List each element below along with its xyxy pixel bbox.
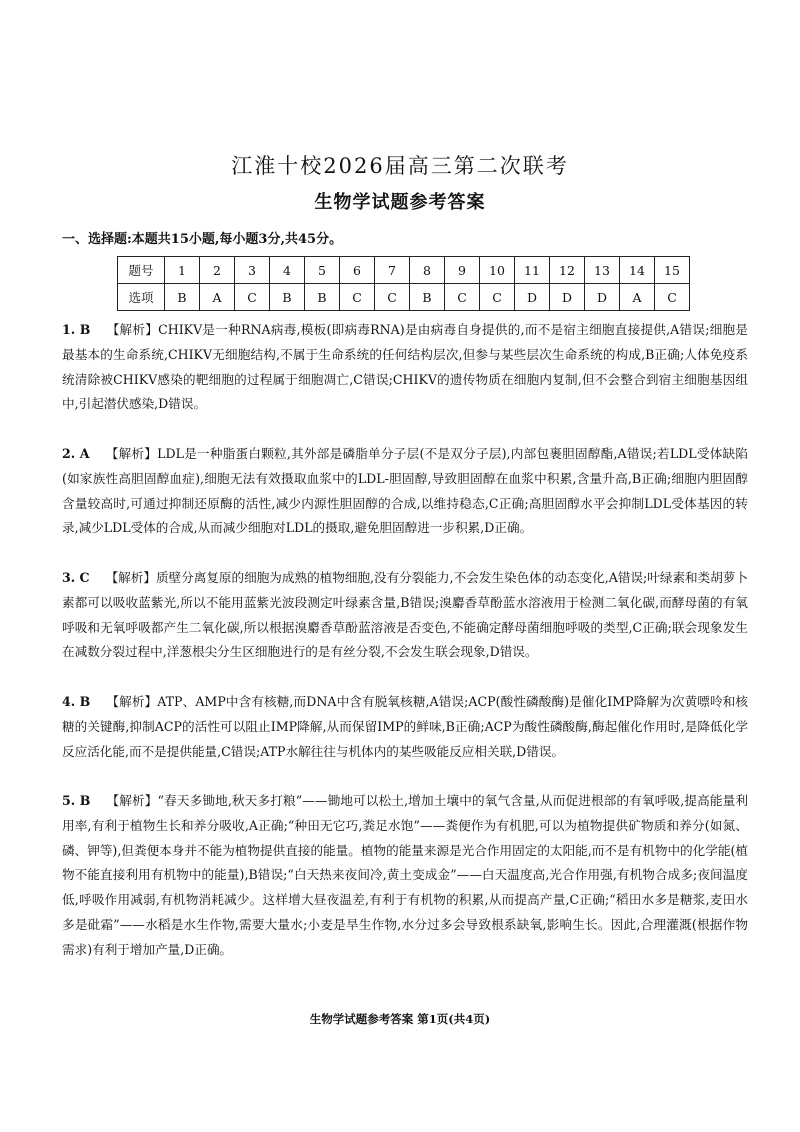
question-number-cell: 2 [200, 257, 235, 284]
answer-table [117, 256, 690, 311]
page-title: 江淮十校2026届高三第二次联考 [231, 154, 569, 178]
answer-cell: B [305, 284, 340, 311]
answer-cell: A [200, 284, 235, 311]
question-label: 4. B [62, 694, 91, 709]
answer-cell: A [620, 284, 655, 311]
question-2 [62, 442, 748, 541]
question-label: 5. B [62, 793, 91, 808]
question-5 [62, 789, 748, 963]
question-text: 【解析】ATP、AMP中含有核糖,而DNA中含有脱氧核糖,A错误;ACP(酸性磷酸酶)是催化IMP降解为次黄嘌呤和核糖的关键酶,抑制ACP的活性可以阻止IMP降解,从而保留IMP的鲜味,B正确;ACP为酸性磷酸酶,酶起催化作用时,是降低化学反应活化能,而不是提供能量,C错误;ATP水解往往与机体内的某些吸能反应相关联,D错误。 [62, 694, 748, 759]
answer-table-number-row [118, 257, 690, 284]
question-label: 2. A [62, 446, 90, 461]
answer-cell: D [585, 284, 620, 311]
question-text: 【解析】质壁分离复原的细胞为成熟的植物细胞,没有分裂能力,不会发生染色体的动态变化,A错误;叶绿素和类胡萝卜素都可以吸收蓝紫光,所以不能用蓝紫光波段测定叶绿素含量,B错误;溴麝香草酚蓝水溶液用于检测二氧化碳,而酵母菌的有氧呼吸和无氧呼吸都产生二氧化碳,所以根据溴麝香草酚蓝溶液是否变色,不能确定酵母菌细胞呼吸的类型,C正确;联会现象发生在减数分裂过程中,洋葱根尖分生区细胞进行的是有丝分裂,不会发生联会现象,D错误。 [62, 570, 749, 660]
answer-cell: C [655, 284, 690, 311]
answer-cell: B [270, 284, 305, 311]
question-number-cell: 4 [270, 257, 305, 284]
row-label-number: 题号 [118, 257, 165, 284]
question-number-cell: 5 [305, 257, 340, 284]
page-footer: 生物学试题参考答案 第1页(共4页) [309, 1012, 491, 1026]
question-number-cell: 3 [235, 257, 270, 284]
answer-cell: C [340, 284, 375, 311]
question-label: 1. B [62, 322, 91, 337]
question-4 [62, 690, 748, 764]
answer-cell: B [410, 284, 445, 311]
question-label: 3. C [62, 570, 90, 585]
question-text: 【解析】LDL是一种脂蛋白颗粒,其外部是磷脂单分子层(不是双分子层),内部包裹胆固醇酯,A错误;若LDL受体缺陷(如家族性高胆固醇血症),细胞无法有效摄取血浆中的LDL-胆固醇,导致胆固醇在血浆中积累,含量升高,B正确;细胞内胆固醇含量较高时,可通过抑制还原酶的活性,减少内源性胆固醇的合成,以维持稳态,C正确;高胆固醇水平会抑制LDL受体基因的转录,减少LDL受体的合成,从而减少细胞对LDL的摄取,避免胆固醇进一步积累,D正确。 [62, 446, 748, 536]
question-number-cell: 11 [515, 257, 550, 284]
answer-cell: C [235, 284, 270, 311]
question-number-cell: 14 [620, 257, 655, 284]
row-label-answer: 选项 [118, 284, 165, 311]
answer-cell: D [550, 284, 585, 311]
question-number-cell: 15 [655, 257, 690, 284]
question-number-cell: 10 [480, 257, 515, 284]
answer-cell: C [480, 284, 515, 311]
question-3 [62, 566, 748, 665]
question-text: 【解析】CHIKV是一种RNA病毒,模板(即病毒RNA)是由病毒自身提供的,而不是宿主细胞直接提供,A错误;细胞是最基本的生命系统,CHIKV无细胞结构,不属于生命系统的任何结构层次,但参与某些层次生命系统的构成,B正确;人体免疫系统清除被CHIKV感染的靶细胞的过程属于细胞凋亡,C错误;CHIKV的遗传物质在细胞内复制,但不会整合到宿主细胞基因组中,引起潜伏感染,D错误。 [62, 322, 748, 412]
question-text: 【解析】“春天多锄地,秋天多打粮”——锄地可以松土,增加土壤中的氧气含量,从而促进根部的有氧呼吸,提高能量利用率,有利于植物生长和养分吸收,A正确;“种田无它巧,粪足水饱”——粪便作为有机肥,可以为植物提供矿物质和养分(如氮、磷、钾等),但粪便本身并不能为植物提供直接的能量。植物的能量来源是光合作用固定的太阳能,而不是有机物中的化学能(植物不能直接利用有机物中的能量),B错误;“白天热来夜间冷,黄土变成金”——白天温度高,光合作用强,有机物合成多;夜间温度低,呼吸作用减弱,有机物消耗减少。这样增大昼夜温差,有利于有机物的积累,从而提高产量,C正确;“稻田水多是糖浆,麦田水多是砒霜”——水稻是水生作物,需要大量水;小麦是旱生作物,水分过多会导致根系缺氧,影响生长。因此,合理灌溉(根据作物需求)有利于增加产量,D正确。 [62, 793, 748, 957]
question-number-cell: 12 [550, 257, 585, 284]
section-heading: 一、选择题:本题共15小题,每小题3分,共45分。 [62, 232, 343, 247]
answer-cell: B [165, 284, 200, 311]
question-number-cell: 6 [340, 257, 375, 284]
answer-table-answer-row [118, 284, 690, 311]
page-subtitle: 生物学试题参考答案 [314, 192, 486, 213]
question-number-cell: 9 [445, 257, 480, 284]
answer-cell: C [375, 284, 410, 311]
question-number-cell: 7 [375, 257, 410, 284]
question-number-cell: 13 [585, 257, 620, 284]
question-number-cell: 8 [410, 257, 445, 284]
answer-cell: C [445, 284, 480, 311]
question-number-cell: 1 [165, 257, 200, 284]
answer-cell: D [515, 284, 550, 311]
question-1 [62, 318, 748, 417]
